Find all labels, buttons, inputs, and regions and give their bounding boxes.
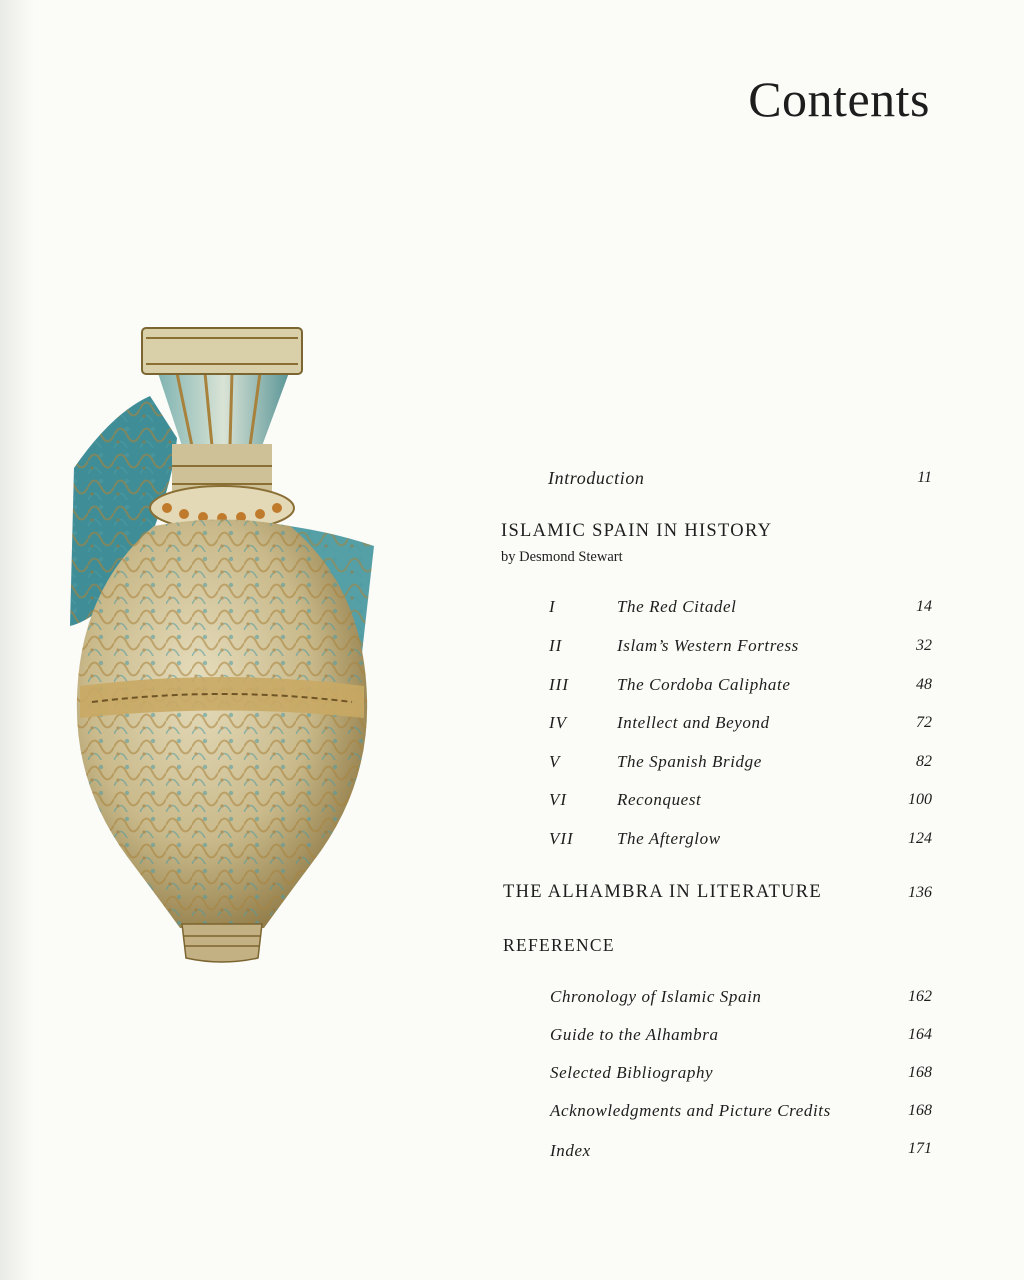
chapter-number: VII — [549, 829, 574, 848]
introduction-page: 11 — [917, 469, 932, 486]
reference-item-page: 168 — [908, 1102, 932, 1119]
chapter-title: The Red Citadel — [617, 597, 737, 616]
reference-item-title: Chronology of Islamic Spain — [550, 987, 762, 1006]
part1-author: by Desmond Stewart — [501, 549, 623, 565]
chapter-title: Islam’s Western Fortress — [617, 636, 799, 655]
chapter-title: The Spanish Bridge — [617, 752, 762, 771]
chapter-title: The Afterglow — [617, 829, 721, 848]
chapter-number: VI — [549, 790, 568, 809]
reference-item-title: Index — [550, 1141, 591, 1160]
reference-item-page: 168 — [908, 1064, 932, 1081]
chapter-title: The Cordoba Caliphate — [617, 675, 791, 694]
vase-picture — [62, 318, 390, 972]
reference-heading: REFERENCE — [503, 935, 615, 955]
chapter-page: 100 — [908, 791, 932, 808]
part1-heading: ISLAMIC SPAIN IN HISTORY — [501, 521, 773, 541]
chapter-number: V — [549, 752, 561, 771]
reference-item-page: 171 — [908, 1140, 932, 1157]
chapter-page: 124 — [908, 830, 932, 847]
reference-item-title: Selected Bibliography — [550, 1063, 714, 1082]
page-gutter — [0, 0, 34, 1280]
chapter-page: 48 — [916, 676, 932, 693]
page-title: Contents — [748, 71, 930, 127]
chapter-page: 32 — [916, 637, 932, 654]
chapter-page: 82 — [916, 753, 932, 770]
chapter-number: IV — [549, 713, 568, 732]
reference-item-page: 164 — [908, 1026, 932, 1043]
chapter-number: I — [549, 597, 556, 616]
part2-page: 136 — [908, 884, 932, 901]
chapter-page: 72 — [916, 714, 932, 731]
reference-item-title: Guide to the Alhambra — [550, 1025, 719, 1044]
part2-heading: THE ALHAMBRA IN LITERATURE — [503, 882, 822, 902]
introduction-title: Introduction — [548, 468, 645, 488]
reference-item-page: 162 — [908, 988, 932, 1005]
chapter-number: III — [549, 675, 569, 694]
chapter-page: 14 — [916, 598, 932, 615]
chapter-number: II — [549, 636, 563, 655]
chapter-title: Intellect and Beyond — [617, 713, 770, 732]
chapter-title: Reconquest — [617, 790, 702, 809]
reference-item-title: Acknowledgments and Picture Credits — [550, 1101, 831, 1120]
